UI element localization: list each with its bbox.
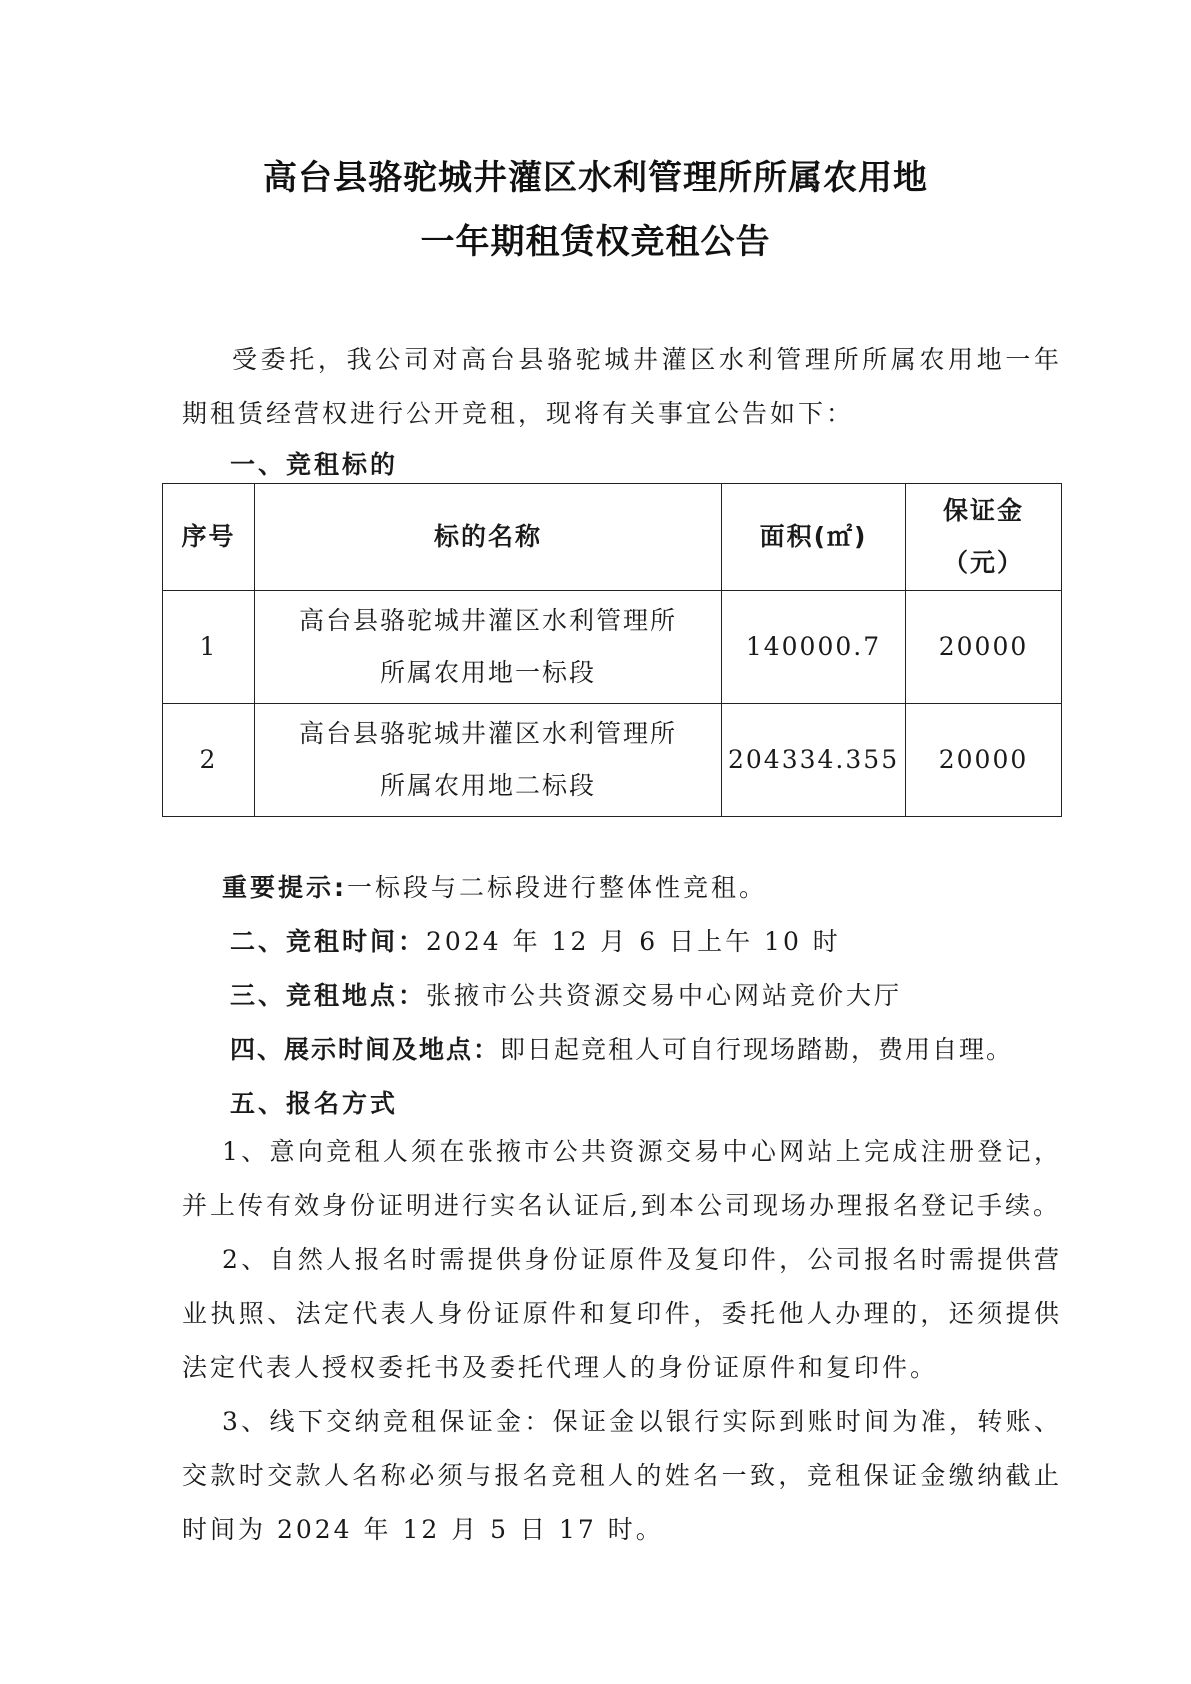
table-header-row xyxy=(163,484,1062,591)
cell-deposit: 20000 xyxy=(906,591,1062,704)
section-1-heading: 一、竞租标的 xyxy=(230,450,399,479)
header-deposit: 保证金（元） xyxy=(906,484,1062,591)
section-4-text: 即日起竞租人可自行现场踏勘，费用自理。 xyxy=(500,1035,1014,1064)
header-area: 面积(㎡) xyxy=(722,484,906,591)
section-4-label: 四、展示时间及地点： xyxy=(230,1035,501,1064)
cell-index: 1 xyxy=(163,591,255,704)
cell-area: 140000.7 xyxy=(722,591,906,704)
section-2-text: 2024 年 12 月 6 日上午 10 时 xyxy=(426,927,841,956)
title-line-2: 一年期租赁权竞租公告 xyxy=(420,222,771,262)
cell-deposit: 20000 xyxy=(906,704,1062,817)
notice-text: 一标段与二标段进行整体性竞租。 xyxy=(347,873,768,902)
table-row xyxy=(163,591,1062,704)
section-3-label: 三、竞租地点： xyxy=(230,981,427,1010)
header-name: 标的名称 xyxy=(255,484,722,591)
important-notice xyxy=(222,868,767,904)
section-5-heading: 五、报名方式 xyxy=(230,1089,399,1118)
section-3 xyxy=(230,976,902,1012)
title-line-1: 高台县骆驼城井灌区水利管理所所属农用地 xyxy=(263,158,928,198)
registration-item-2: 2、自然人报名时需提供身份证原件及复印件，公司报名时需提供营业执照、法定代表人身份证原件和复印件，委托他人办理的，还须提供法定代表人授权委托书及委托代理人的身份证原件和复印件。 xyxy=(182,1245,1062,1382)
intro-paragraph: 受委托，我公司对高台县骆驼城井灌区水利管理所所属农用地一年期租赁经营权进行公开竞租，现将有关事宜公告如下： xyxy=(182,345,1062,428)
lot-table xyxy=(162,483,1062,817)
registration-item-1: 1、意向竞租人须在张掖市公共资源交易中心网站上完成注册登记，并上传有效身份证明进行实名认证后,到本公司现场办理报名登记手续。 xyxy=(182,1137,1062,1220)
notice-label: 重要提示: xyxy=(222,873,347,902)
section-2 xyxy=(230,922,841,958)
table-row xyxy=(163,704,1062,817)
cell-name: 高台县骆驼城井灌区水利管理所所属农用地一标段 xyxy=(255,591,722,704)
header-index: 序号 xyxy=(163,484,255,591)
cell-name: 高台县骆驼城井灌区水利管理所所属农用地二标段 xyxy=(255,704,722,817)
section-2-label: 二、竞租时间： xyxy=(230,927,427,956)
section-4 xyxy=(230,1030,1013,1066)
section-3-text: 张掖市公共资源交易中心网站竞价大厅 xyxy=(426,981,903,1010)
cell-index: 2 xyxy=(163,704,255,817)
registration-item-3: 3、线下交纳竞租保证金：保证金以银行实际到账时间为准，转账、交款时交款人名称必须与报名竞租人的姓名一致，竞租保证金缴纳截止时间为 2024 年 12 月 5 日 17 时。 xyxy=(182,1407,1062,1544)
cell-area: 204334.355 xyxy=(722,704,906,817)
